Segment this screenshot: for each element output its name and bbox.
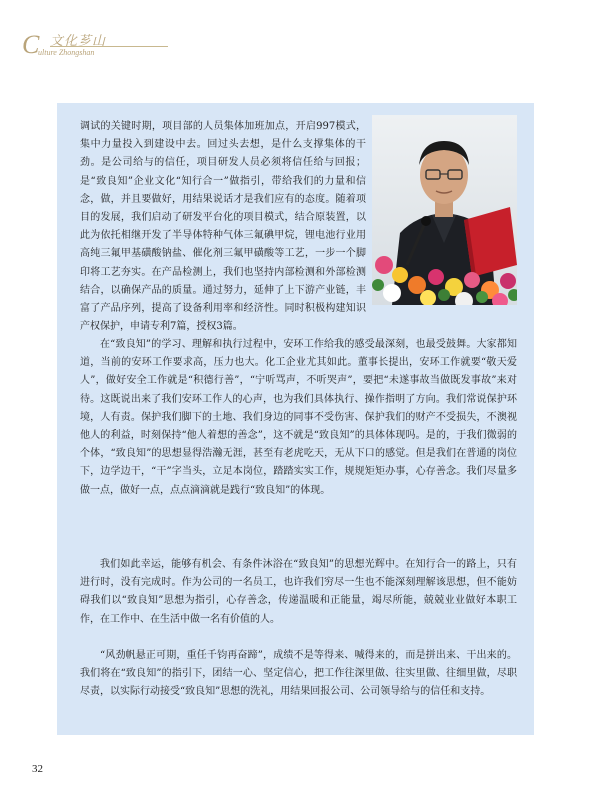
- magazine-header: [22, 28, 172, 68]
- speaker-photo: [372, 115, 517, 305]
- article-paragraph-intro: [80, 118, 366, 336]
- article-paragraph-fortune: [80, 556, 517, 629]
- paragraph-text: 我们如此幸运，能够有机会、有条件沐浴在“致良知”的思想光辉中。在知行合一的路上，只有进行时，没有完成时。作为公司的一名员工，也许我们穷尽一生也不能深刻理解该思想，但不能妨碍我们以“致良知”思想为指引，心存善念，传递温暖和正能量，竭尽所能，兢兢业业做好本职工作，在工作中、在生活中做一名有价值的人。: [80, 559, 517, 625]
- paragraph-text: “风劲帆悬正可期，重任千钧再奋蹄”，成绩不是等得来、喊得来的，而是拼出来、干出来的。我们将在“致良知”的指引下，团结一心、坚定信心，把工作往深里做、往实里做、往细里做，尽职尽责，以实际行动接受“致良知”思想的洗礼，用结果回报公司、公司领导给与的信任和支持。: [80, 650, 517, 698]
- article-paragraph-closing: [80, 647, 517, 702]
- portrait-image: [372, 115, 517, 305]
- brand-initial: C: [22, 30, 40, 59]
- page-number: 32: [32, 763, 43, 775]
- brand-title: 文化芗山: [50, 34, 107, 49]
- brand-subtitle: ulture Zhongshan: [38, 48, 95, 57]
- paragraph-text: 在“致良知”的学习、理解和执行过程中，安环工作给我的感受最深刻，也最受鼓舞。大家都知道，当前的安环工作要求高，压力也大。化工企业尤其如此。董事长提出，安环工作就要“敬天爱人”，做好安全工作就是“积德行善”，“宁听骂声，不听哭声”，要把“未遂事故当做既发事故”来对待。这既说出来了我们安环工作人的心声，也为我们具体执行、操作指明了方向。我们常说保护环境，人有责。保护我们脚下的土地、我们身边的同事不受伤害、保护我们的财产不受损失，不澳视他人的利益，时刻保持“他人着想的善念”，这不就是“致良知”的具体体现吗。是的，于我们微弱的个体，“致良知”的思想显得浩瀚无涯，甚至有老虎吃天，无从下口的感觉。但是我们在普通的岗位下，边学边干，“干”字当头，立足本岗位，踏踏实实工作，规规矩矩办事，心存善念。我们尽量多做一点，做好一点，点点滴滴就是践行“致良知”的体现。: [80, 339, 517, 496]
- paragraph-text: 调试的关键时期，项目部的人员集体加班加点，开启997模式，集中力量投入到建设中去。回过头去想，是什么支撑集体的干劲。是公司给与的信任，项目研发人员必须将信任给与回报；是“致良知”企业文化“知行合一”做指引，带给我们的力量和信念，做，并且要做好，用结果说话才是我们应有的态度。随着项目的发展，我们启动了研发平台化的项目模式，结合原装置，以此为依托相继开发了半导体特种气体三氟碘甲烷，锂电池行业用高纯三氟甲基磺酸钠盐、催化剂三氟甲磺酸等工艺，一步一个脚印将工艺夯实。在产品检测上，我们也坚持内部检测和外部检测结合，以确保产品的质量。通过努力，延伸了上下游产业链，丰富了产品序列，提高了设备利用率和经济性。同时积极构建知识产权保护，申请专利7篇，授权3篇。: [80, 121, 366, 333]
- article-paragraph-safety: [80, 336, 517, 500]
